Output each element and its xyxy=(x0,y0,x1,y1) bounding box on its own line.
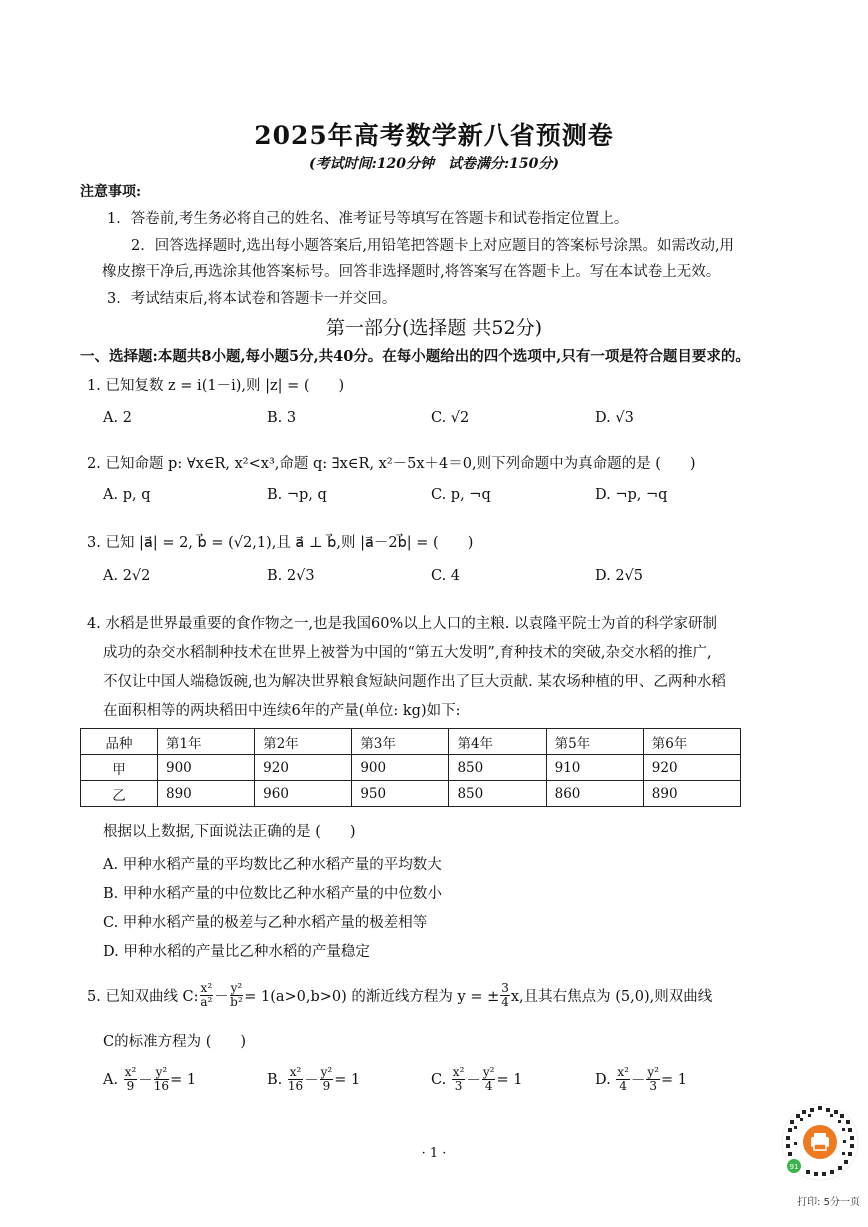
table-header-cell: 品种 xyxy=(81,729,158,755)
table-cell: 850 xyxy=(449,781,546,807)
equals-one: = 1 xyxy=(661,1071,687,1088)
question-1-option-a: A. 2 xyxy=(103,410,132,426)
fraction xyxy=(154,1066,169,1093)
table-header-cell: 第4年 xyxy=(449,729,546,755)
table-cell: 850 xyxy=(449,755,546,781)
numerator: y² xyxy=(647,1065,659,1079)
question-2-option-b: B. ¬p, q xyxy=(267,487,327,503)
question-2-option-a: A. p, q xyxy=(103,487,151,503)
table-header-cell: 第3年 xyxy=(352,729,449,755)
question-4-option-d: D. 甲种水稻的产量比乙种水稻的产量稳定 xyxy=(103,944,370,960)
question-1-option-b: B. 3 xyxy=(267,410,297,426)
numerator: 3 xyxy=(501,981,509,995)
numerator: y² xyxy=(230,981,243,995)
denominator: 4 xyxy=(484,1079,493,1093)
question-1-stem: 1. 已知复数 z = i(1－i),则 |z| = ( ) xyxy=(87,378,345,394)
question-1-option-d: D. √3 xyxy=(595,410,634,426)
table-cell: 900 xyxy=(352,755,449,781)
notice-item-2-line-1: 2．回答选择题时,选出每小题答案后,用铅笔把答题卡上对应题目的答案标号涂黑。如需改动,用 xyxy=(131,238,735,254)
notice-heading: 注意事项: xyxy=(80,184,142,200)
table-cell: 920 xyxy=(255,755,352,781)
exam-info: (考试时间:120分钟 试卷满分:150分) xyxy=(308,156,560,172)
question-4-option-a: A. 甲种水稻产量的平均数比乙种水稻产量的平均数大 xyxy=(103,857,442,873)
question-4-prompt: 根据以上数据,下面说法正确的是 ( ) xyxy=(103,824,356,840)
table-cell: 910 xyxy=(546,755,643,781)
page-title: 2025年高考数学新八省预测卷 xyxy=(254,121,614,150)
fraction-3-over-4 xyxy=(500,982,510,1009)
fraction xyxy=(646,1066,660,1093)
print-note: 打印: 5分一页 xyxy=(797,1197,860,1208)
minus-sign: － xyxy=(466,1073,481,1089)
numerator: x² xyxy=(124,1065,137,1079)
question-3-option-b: B. 2√3 xyxy=(267,568,315,584)
svg-text:91: 91 xyxy=(789,1163,799,1171)
table-cell: 900 xyxy=(158,755,255,781)
question-5-line-2: C的标准方程为 ( ) xyxy=(103,1034,247,1050)
question-2-option-c: C. p, ¬q xyxy=(431,487,491,503)
numerator: x² xyxy=(289,1065,302,1079)
notice-item-1: 1．答卷前,考生务必将自己的姓名、准考证号等填写在答题卡和试卷指定位置上。 xyxy=(107,211,629,227)
fraction-x2-over-a2 xyxy=(200,982,214,1009)
minus-sign: － xyxy=(214,989,229,1005)
table-cell: 950 xyxy=(352,781,449,807)
denominator: 16 xyxy=(287,1079,304,1093)
fraction xyxy=(616,1066,630,1093)
table-cell: 890 xyxy=(643,781,740,807)
question-1-option-c: C. √2 xyxy=(431,410,470,426)
question-3-option-c: C. 4 xyxy=(431,568,461,584)
numerator: y² xyxy=(155,1065,168,1079)
denominator: 16 xyxy=(153,1079,170,1093)
part-title: 第一部分(选择题 共52分) xyxy=(325,317,543,339)
denominator: 3 xyxy=(649,1079,658,1093)
question-5-option-c xyxy=(431,1066,522,1093)
numerator: y² xyxy=(482,1065,495,1079)
fraction xyxy=(482,1066,496,1093)
page-number: · 1 · xyxy=(421,1146,447,1161)
table-cell: 860 xyxy=(546,781,643,807)
table-header-row xyxy=(81,729,741,755)
table-header-cell: 第2年 xyxy=(255,729,352,755)
option-label: B. xyxy=(267,1071,283,1088)
minus-sign: － xyxy=(304,1073,319,1089)
print-qr-code[interactable] xyxy=(780,1102,860,1182)
question-4-option-c: C. 甲种水稻产量的极差与乙种水稻产量的极差相等 xyxy=(103,915,428,931)
equals-one: = 1 xyxy=(334,1071,361,1088)
table-cell: 920 xyxy=(643,755,740,781)
equals-one: = 1 xyxy=(170,1071,197,1088)
equals-one: = 1 xyxy=(496,1071,523,1088)
table-header-cell: 第5年 xyxy=(546,729,643,755)
table-cell: 甲 xyxy=(81,755,158,781)
question-3-option-a: A. 2√2 xyxy=(103,568,151,584)
table-header-cell: 第6年 xyxy=(643,729,740,755)
question-2-stem: 2. 已知命题 p: ∀x∈R, x²<x³,命题 q: ∃x∈R, x²－5x＋4＝0,则下列命题中为真命题的是 ( ) xyxy=(87,456,696,472)
fraction xyxy=(288,1066,303,1093)
table-cell: 890 xyxy=(158,781,255,807)
table-row xyxy=(81,755,741,781)
option-label: C. xyxy=(431,1071,447,1088)
question-4-line-2: 成功的杂交水稻制种技术在世界上被誉为中国的“第五大发明”,育种技术的突破,杂交水稻的推广, xyxy=(103,645,712,661)
option-label: A. xyxy=(103,1071,119,1088)
numerator: x² xyxy=(200,981,213,995)
question-4-line-3: 不仅让中国人端稳饭碗,也为解决世界粮食短缺问题作出了巨大贡献. 某农场种植的甲、乙两种水稻 xyxy=(103,674,726,690)
question-2-option-d: D. ¬p, ¬q xyxy=(595,487,668,503)
question-3-stem: 3. 已知 |a⃗| = 2, b⃗ = (√2,1),且 a⃗ ⊥ b⃗,则 |a⃗－2b⃗| = ( ) xyxy=(87,535,474,551)
denominator: b² xyxy=(230,995,243,1009)
notice-item-2-line-2: 橡皮擦干净后,再选涂其他答案标号。回答非选择题时,将答案写在答题卡上。写在本试卷上无效。 xyxy=(102,264,721,280)
table-cell: 960 xyxy=(255,781,352,807)
question-5-option-d xyxy=(595,1066,687,1093)
denominator: 9 xyxy=(126,1079,135,1093)
question-4-line-1: 4. 水稻是世界最重要的食作物之一,也是我国60%以上人口的主粮. 以袁隆平院士为首的科学家研制 xyxy=(87,616,717,632)
denominator: 4 xyxy=(619,1079,627,1093)
denominator: 3 xyxy=(454,1079,463,1093)
question-4-line-4: 在面积相等的两块稻田中连续6年的产量(单位: kg)如下: xyxy=(103,703,461,719)
question-5-option-b xyxy=(267,1066,360,1093)
question-5-stem-end: x,且其右焦点为 (5,0),则双曲线 xyxy=(510,989,713,1005)
minus-sign: － xyxy=(138,1073,153,1089)
question-5-stem-middle: = 1(a>0,b>0) 的渐近线方程为 y = ± xyxy=(244,989,500,1005)
denominator: 9 xyxy=(322,1079,331,1093)
table-header-cell: 第1年 xyxy=(158,729,255,755)
numerator: x² xyxy=(452,1065,465,1079)
yield-table xyxy=(80,728,741,807)
question-5-stem-start: 5. 已知双曲线 C: xyxy=(87,989,199,1005)
table-cell: 乙 xyxy=(81,781,158,807)
question-4-option-b: B. 甲种水稻产量的中位数比乙种水稻产量的中位数小 xyxy=(103,886,442,902)
fraction xyxy=(452,1066,466,1093)
fraction-y2-over-b2 xyxy=(230,982,244,1009)
minus-sign: － xyxy=(630,1073,646,1089)
qr-code-icon xyxy=(780,1102,860,1182)
question-5-stem xyxy=(87,982,712,1009)
question-3-option-d: D. 2√5 xyxy=(595,568,644,584)
fraction xyxy=(124,1066,138,1093)
question-5-option-a xyxy=(103,1066,196,1093)
numerator: x² xyxy=(617,1065,629,1079)
notice-item-3: 3．考试结束后,将本试卷和答题卡一并交回。 xyxy=(107,291,397,307)
section-instructions: 一、选择题:本题共8小题,每小题5分,共40分。在每小题给出的四个选项中,只有一项是符合题目要求的。 xyxy=(80,348,750,365)
option-label: D. xyxy=(595,1071,611,1088)
denominator: 4 xyxy=(501,995,509,1009)
fraction xyxy=(320,1066,334,1093)
denominator: a² xyxy=(200,995,213,1009)
numerator: y² xyxy=(320,1065,333,1079)
table-row xyxy=(81,781,741,807)
